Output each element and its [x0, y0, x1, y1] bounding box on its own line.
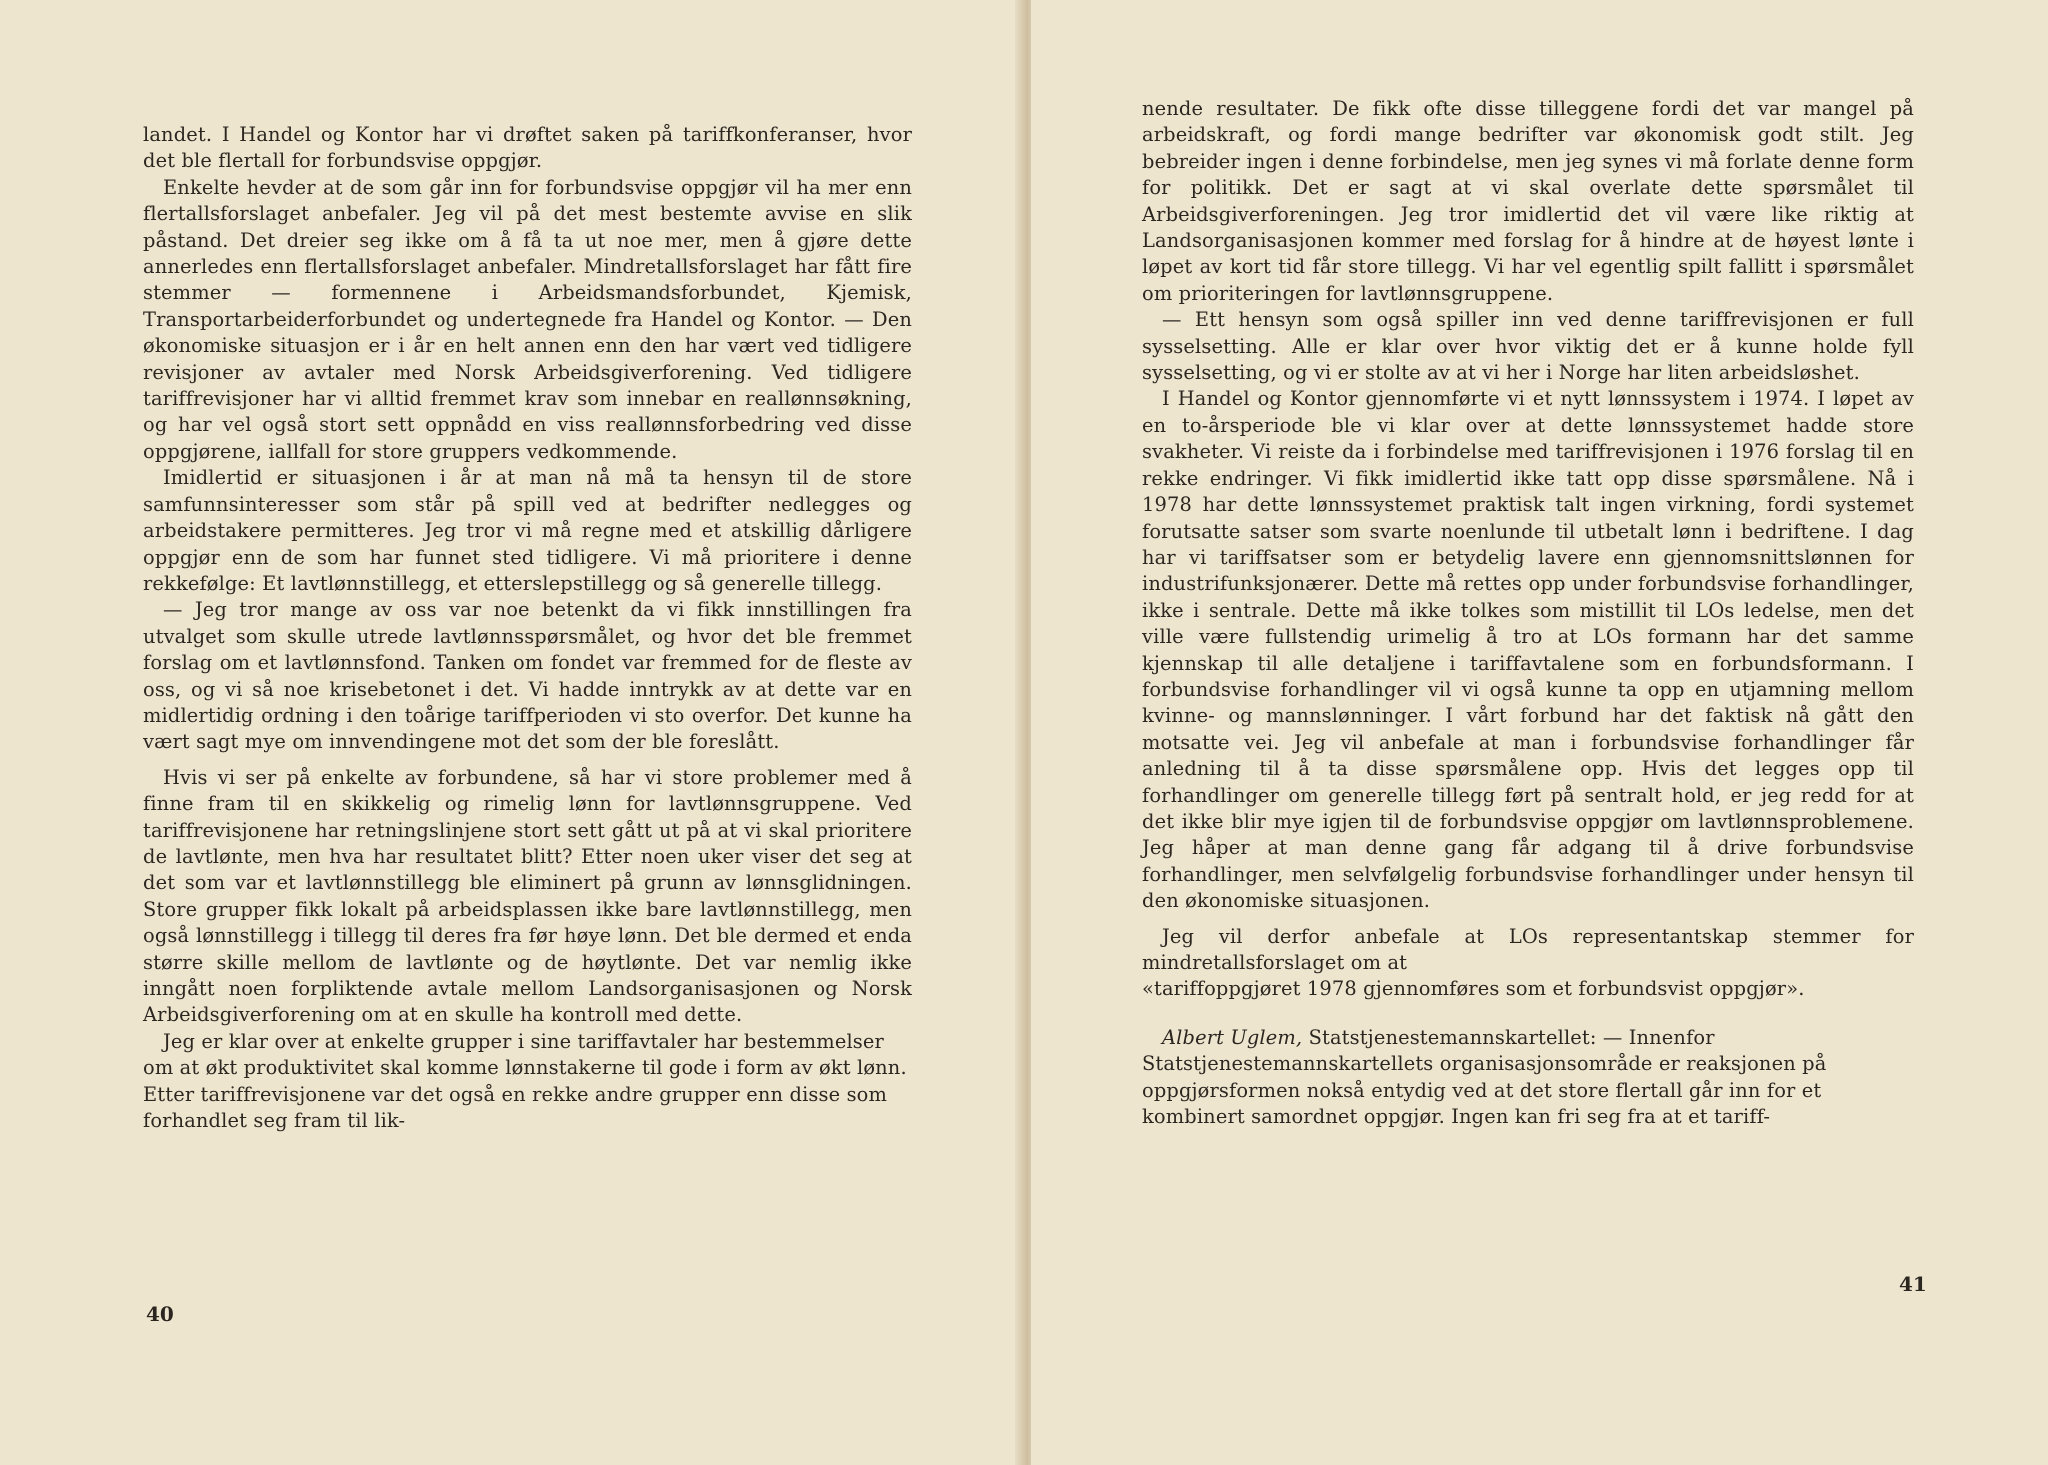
paragraph: Jeg vil derfor anbefale at LOs representantskap stemmer for mindretallsforslaget om at — [1142, 924, 1914, 974]
speech-text: Statstjenestemannskartellet: — Innenfor Statstjenestemannskartellets organisasjonsområde er reaksjonen på oppgjørsformen nokså entydig ved at det store flertall går inn for et kombinert samordnet oppgjør. Ingen kan fri seg fra at et tariff- — [1142, 1025, 1827, 1129]
speaker-name: Albert Uglem, — [1162, 1025, 1303, 1049]
paragraph: landet. I Handel og Kontor har vi drøftet saken på tariffkonferanser, hvor det ble flertall for forbundsvise oppgjør. — [143, 123, 912, 173]
paragraph: nende resultater. De fikk ofte disse tilleggene fordi det var mangel på arbeidskraft, og fordi mange bedrifter var økonomisk godt stilt. Jeg bebreider ingen i denne forbindelse, men jeg synes vi må forlate denne form for politikk. Det er sagt at vi skal overlate dette spørsmålet til Arbeidsgiverforeningen. Jeg tror imidlertid det vil være like riktig at Landsorganisasjonen kommer med forslag for å hindre at de høyest lønte i løpet av kort tid får store tillegg. Vi har vel egentlig spilt fallitt i spørsmålet om prioriteringen for lavtlønnsgruppene. — [1142, 97, 1914, 305]
right-page-text — [1142, 96, 1914, 1130]
page-number: 41 — [1899, 1272, 1927, 1296]
left-page-text — [143, 122, 912, 1134]
paragraph: — Ett hensyn som også spiller inn ved denne tariffrevisjonen er full sysselsetting. Alle er klar over hvor viktig det er å kunne holde fyll sysselsetting, og vi er stolte av at vi her i Norge har liten arbeidsløshet. — [1142, 308, 1914, 385]
right-page — [1031, 0, 2048, 1465]
paragraph: Imidlertid er situasjonen i år at man nå må ta hensyn til de store samfunnsinteresser som står på spill ved at bedrifter nedlegges og arbeidstakere permitteres. Jeg tror vi må regne med et atskillig dårligere oppgjør enn de som har funnet sted tidligere. Vi må prioritere i denne rekkefølge: Et lavtlønnstillegg, et etterslepstillegg og så generelle tillegg. — [143, 466, 912, 595]
page-number: 40 — [146, 1302, 174, 1326]
paragraph: — Jeg tror mange av oss var noe betenkt da vi fikk innstillingen fra utvalget som skulle utrede lavtlønnsspørsmålet, og hvor det ble fremmet forslag om et lavtlønnsfond. Tanken om fondet var fremmed for de fleste av oss, og vi så noe krisebetonet i det. Vi hadde inntrykk av at dette var en midlertidig ordning i den toårige tariffperioden vi sto overfor. Det kunne ha vært sagt mye om innvendingene mot det som der ble foreslått. — [143, 598, 912, 754]
paragraph: Enkelte hevder at de som går inn for forbundsvise oppgjør vil ha mer enn flertallsforslaget anbefaler. Jeg vil på det mest bestemte avvise en slik påstand. Det dreier seg ikke om å få ta ut noe mer, men å gjøre dette annerledes enn flertallsforslaget anbefaler. Mindretallsforslaget har fått fire stemmer — formennene i Arbeidsmandsforbundet, Kjemisk, Transportarbeiderforbundet og undertegnede fra Handel og Kontor. — Den økonomiske situasjon er i år en helt annen enn den har vært ved tidligere revisjoner av avtaler med Norsk Arbeidsgiverforening. Ved tidligere tariffrevisjoner har vi alltid fremmet krav som innebar en reallønnsøkning, og har vel også stort sett oppnådd en viss reallønnsforbedring ved disse oppgjørene, iallfall for store gruppers vedkommende. — [143, 175, 912, 463]
paragraph: Jeg er klar over at enkelte grupper i sine tariffavtaler har bestemmelser om at økt produktivitet skal komme lønnstakerne til gode i form av økt lønn. Etter tariffrevisjonene var det også en rekke andre grupper enn disse som forhandlet seg fram til lik- — [143, 1029, 907, 1133]
speech-paragraph — [1142, 1025, 1914, 1131]
paragraph: Hvis vi ser på enkelte av forbundene, så har vi store problemer med å finne fram til en skikkelig og rimelig lønn for lavtlønnsgruppene. Ved tariffrevisjonene har retningslinjene stort sett gått ut på at vi skal prioritere de lavtlønte, men hva har resultatet blitt? Etter noen uker viser det seg at det som var et lavtlønnstillegg ble eliminert på grunn av lønnsglidningen. Store grupper fikk lokalt på arbeidsplassen ikke bare lavtlønnstillegg, men også lønnstillegg i tillegg til deres fra før høye lønn. Det ble dermed et enda større skille mellom de lavtlønte og de høytlønte. Det var nemlig ikke inngått noen forpliktende avtale mellom Landsorganisasjonen og Norsk Arbeidsgiverforening om at en skulle ha kontroll med dette. — [143, 765, 912, 1027]
paragraph: I Handel og Kontor gjennomførte vi et nytt lønnssystem i 1974. I løpet av en to-årsperiode ble vi klar over at dette lønnssystemet hadde store svakheter. Vi reiste da i forbindelse med tariffrevisjonen i 1976 forslag til en rekke endringer. Vi fikk imidlertid ikke tatt opp disse spørsmålene. Nå i 1978 har dette lønnssystemet praktisk talt ingen virkning, fordi systemet forutsatte satser som svarte noenlunde til utbetalt lønn i bedriftene. I dag har vi tariffsatser som er betydelig lavere enn gjennomsnittslønnen for industrifunksjonærer. Dette må rettes opp under forbundsvise forhandlinger, ikke i sentrale. Dette må ikke tolkes som mistillit til LOs ledelse, men det ville være fullstendig urimelig å tro at LOs formann har det samme kjennskap til alle detaljene i tariffavtalene som en forbundsformann. I forbundsvise forhandlinger vil vi også kunne ta opp en utjamning mellom kvinne- og mannslønninger. I vårt forbund har det faktisk nå gått den motsatte vei. Jeg vil anbefale at man i forbundsvise forhandlinger får anledning til å ta disse spørsmålene opp. Hvis det legges opp til forhandlinger om generelle tillegg ført på sentralt hold, er jeg redd for at det ikke blir mye igjen til de forbundsvise oppgjør om lavtlønnsproblemene. Jeg håper at man denne gang får adgang til å drive forbundsvise forhandlinger, men selvfølgelig forbundsvise forhandlinger under hensyn til den økonomiske situasjonen. — [1142, 387, 1914, 913]
paragraph: «tariffoppgjøret 1978 gjennomføres som et forbundsvist oppgjør». — [1142, 977, 1805, 1001]
left-page — [0, 0, 1023, 1465]
